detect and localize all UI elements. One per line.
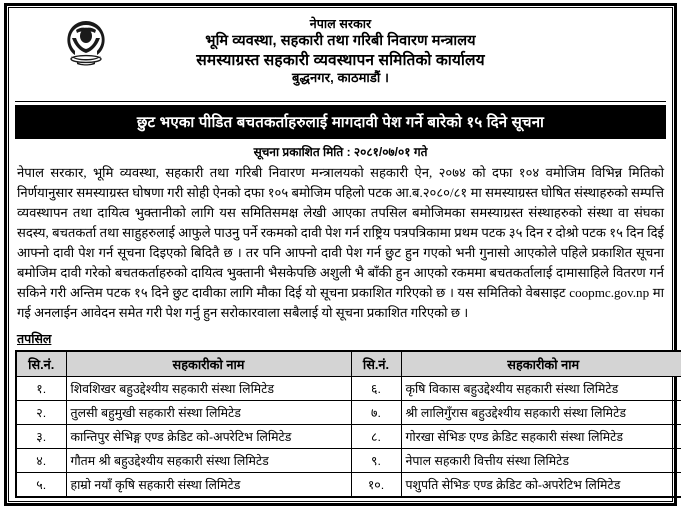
row-name-left: कान्तिपुर सेभिङ्ग एण्ड क्रेडिट को-अपरेटिभ लिमिटेड: [66, 425, 351, 449]
ministry-name: भूमि व्यवस्था, सहकारी तथा गरिबी निवारण मन्त्रालय: [205, 33, 476, 49]
row-name-right: श्री लालिगुँरास बहुउद्देश्यीय सहकारी संस्था लिमिटेड: [401, 401, 681, 425]
nepal-government-emblem-icon: [63, 18, 109, 70]
notice-title-banner: [15, 105, 666, 139]
row-sn-left: ४.: [16, 449, 66, 473]
table-row: [16, 449, 681, 473]
row-sn-right: ९.: [351, 449, 401, 473]
row-sn-left: २.: [16, 401, 66, 425]
row-sn-right: ६.: [351, 377, 401, 401]
row-name-right: गोरखा सेभिङ एण्ड क्रेडिट सहकारी संस्था लिमिटेड: [401, 425, 681, 449]
notice-body-text: नेपाल सरकार, भूमि व्यवस्था, सहकारी तथा गरिबी निवारण मन्त्रालयको सहकारी ऐन, २०७४ को दफा १०४ वमोजिम विभिन्न मितिको निर्णयानुसार समस्याग्रस्त घोषणा गरी सोही ऐनको दफा १०५ बमोजिम पहिलो पटक आ.ब.२०८०/८१ मा समस्याग्रस्त घोषित संस्थाहरुको सम्पत्ति व्यवस्थापन तथा दायित्व भुक्तानीको लागि यस समितिसमक्ष लेखी आएका तपसिल बमोजिमका समस्याग्रस्त संस्थाहरुको संस्था वा संघका सदस्य, बचतकर्ता तथा साहुहरुलाई आफुले पाउनु पर्ने रकमको दावी पेश गर्न राष्ट्रिय पत्रपत्रिकामा प्रथम पटक ३५ दिन र दोश्रो पटक १५ दिन दिई आफ्नो दावी पेश गर्न सूचना दिइएको बिदितै छ । तर पनि आफ्नो दावी पेश गर्न छुट हुन गएको भनी गुनासो आएकोले पहिले प्रकाशित सूचना बमोजिम दावी गरेको बचतकर्ताहरुको दायित्व भुक्तानी भैसकेपछि अशुली भै बाँकी हुन आएको रकममा बचतकर्तालाई दामासाहिले वितरण गर्न सकिने गरी अन्तिम पटक १५ दिने छुट दावीका लागि मौका दिई यो सूचना प्रकाशित गरिएको छ । यस समितिको वेबसाइट coopmc.gov.np मा गई अनलाईन आवेदन समेत गरी पेश गर्नु हुन सरोकारवाला सबैलाई यो सूचना प्रकाशित गरिएको छ ।: [17, 165, 664, 321]
table-header-row: [16, 351, 681, 377]
row-name-left: हाम्रो नयाँ कृषि सहकारी संस्था लिमिटेड: [66, 473, 351, 498]
publication-date: सूचना प्रकाशित मिति : २०८१/०७/०१ गते: [253, 145, 428, 159]
notice-inner-border: [8, 7, 673, 502]
office-address: बुद्धनगर, काठमाडौं ।: [291, 70, 390, 86]
header-name-right: सहकारीको नाम: [401, 351, 681, 377]
row-name-left: तुलसी बहुमुखी सहकारी संस्था लिमिटेड: [66, 401, 351, 425]
row-name-left: शिवशिखर बहुउद्देश्यीय सहकारी संस्था लिमिटेड: [66, 377, 351, 401]
header-sn-right: सि.नं.: [351, 351, 401, 377]
schedule-label: तपसिल: [17, 332, 52, 347]
row-sn-left: १.: [16, 377, 66, 401]
notice-title: छुट भएका पीडित बचतकर्ताहरुलाई मागदावी पेश गर्ने बारेको १५ दिने सूचना: [136, 114, 545, 131]
row-name-left: गौतम श्री बहुउद्देश्यीय सहकारी संस्था लिमिटेड: [66, 449, 351, 473]
row-sn-left: ५.: [16, 473, 66, 498]
row-name-right: पशुपति सेभिङ एण्ड क्रेडिट को-अपरेटिभ लिमिटेड: [401, 473, 681, 498]
row-sn-right: १०.: [351, 473, 401, 498]
letterhead: [15, 12, 666, 98]
notice-outer-border: [4, 3, 677, 506]
cooperatives-table: [15, 350, 681, 498]
header-sn-left: सि.नं.: [16, 351, 66, 377]
row-name-right: कृषि विकास बहुउद्देश्यीय सहकारी संस्था लिमिटेड: [401, 377, 681, 401]
letterhead-divider: [15, 101, 666, 102]
row-sn-right: ८.: [351, 425, 401, 449]
header-name-left: सहकारीको नाम: [66, 351, 351, 377]
row-sn-right: ७.: [351, 401, 401, 425]
table-row: [16, 425, 681, 449]
row-sn-left: ३.: [16, 425, 66, 449]
government-name: नेपाल सरकार: [309, 17, 372, 31]
table-row: [16, 473, 681, 498]
table-row: [16, 401, 681, 425]
table-row: [16, 377, 681, 401]
row-name-right: नेपाल सहकारी वित्तीय संस्था लिमिटेड: [401, 449, 681, 473]
office-name: समस्याग्रस्त सहकारी व्यवस्थापन समितिको कार्यालय: [196, 51, 485, 69]
